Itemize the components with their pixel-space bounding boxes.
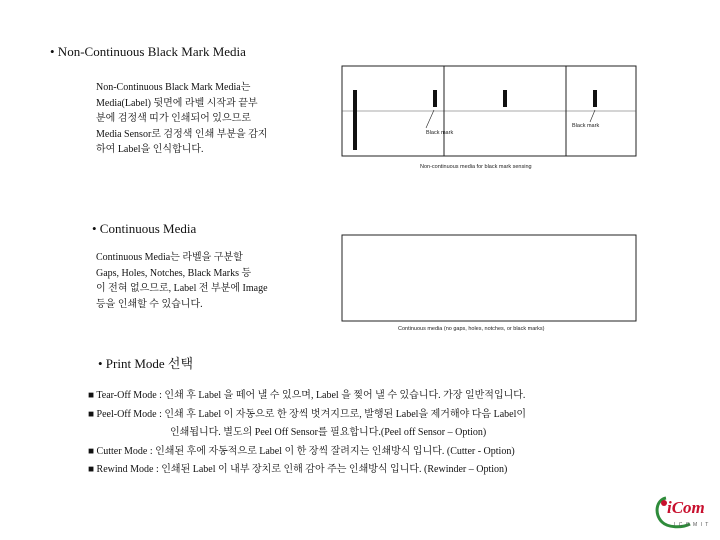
mode-peel-off: ■ Peel-Off Mode : 인쇄 후 Label 이 자동으로 한 장씩 벗겨지므로, 발행된 Label을 제거해야 다음 Label이 [88,408,527,420]
continuous-media-diagram [340,233,640,338]
icom-logo [652,494,714,534]
black-mark-label-right: Black mark [572,123,600,129]
logo-subtext: I C O M I T [674,522,710,528]
black-mark [353,90,357,150]
section-title-print-mode: • Print Mode 선택 [98,356,194,371]
black-mark [593,90,597,107]
black-mark [503,90,507,107]
print-mode-list [88,387,648,480]
media-outline [342,235,636,321]
continuous-figure-caption: Continuous media (no gaps, holes, notches, or black marks) [398,326,545,332]
mode-cutter: ■ Cutter Mode : 인쇄된 후에 자동적으로 Label 이 한 장씩 잘려지는 인쇄방식 입니다. (Cutter - Option) [88,445,515,457]
black-mark-label-left: Black mark [426,130,454,136]
black-mark-figure-caption: Non-continuous media for black mark sensing [420,164,532,170]
continuous-media-figure [340,233,640,338]
black-mark-media-figure [340,64,640,174]
mode-rewind: ■ Rewind Mode : 인쇄된 Label 이 내부 장치로 인해 감아 주는 인쇄방식 입니다. (Rewinder – Option) [88,464,508,475]
black-mark [433,90,437,107]
logo-wordmark: iCom [667,498,705,517]
mode-tear-off: ■ Tear-Off Mode : 인쇄 후 Label 을 떼어 낼 수 있으며, Label 을 찢어 낼 수 있습니다. 가장 일반적입니다. [88,390,526,401]
black-mark-diagram [340,64,640,174]
mode-peel-off-continued: 인쇄됩니다. 별도의 Peel Off Sensor를 필요합니다.(Peel off Sensor – Option) [170,427,487,438]
continuous-description: Continuous Media는 라벨을 구분할 Gaps, Holes, Notches, Black Marks 등 이 전혀 없으므로, Label 전 부분에 Image 등을 인쇄할 수 있습니다. [96,252,268,310]
section-title-continuous: • Continuous Media [92,221,197,236]
non-continuous-description: Non-Continuous Black Mark Media는 Media(Label) 뒷면에 라벨 시작과 끝부 분에 검정색 띠가 인쇄되어 있으므로 Media Sensor로 검정색 인쇄 부분을 감지 하여 Label을 인식합니다. [96,82,268,155]
section-title-non-continuous: • Non-Continuous Black Mark Media [50,44,246,59]
